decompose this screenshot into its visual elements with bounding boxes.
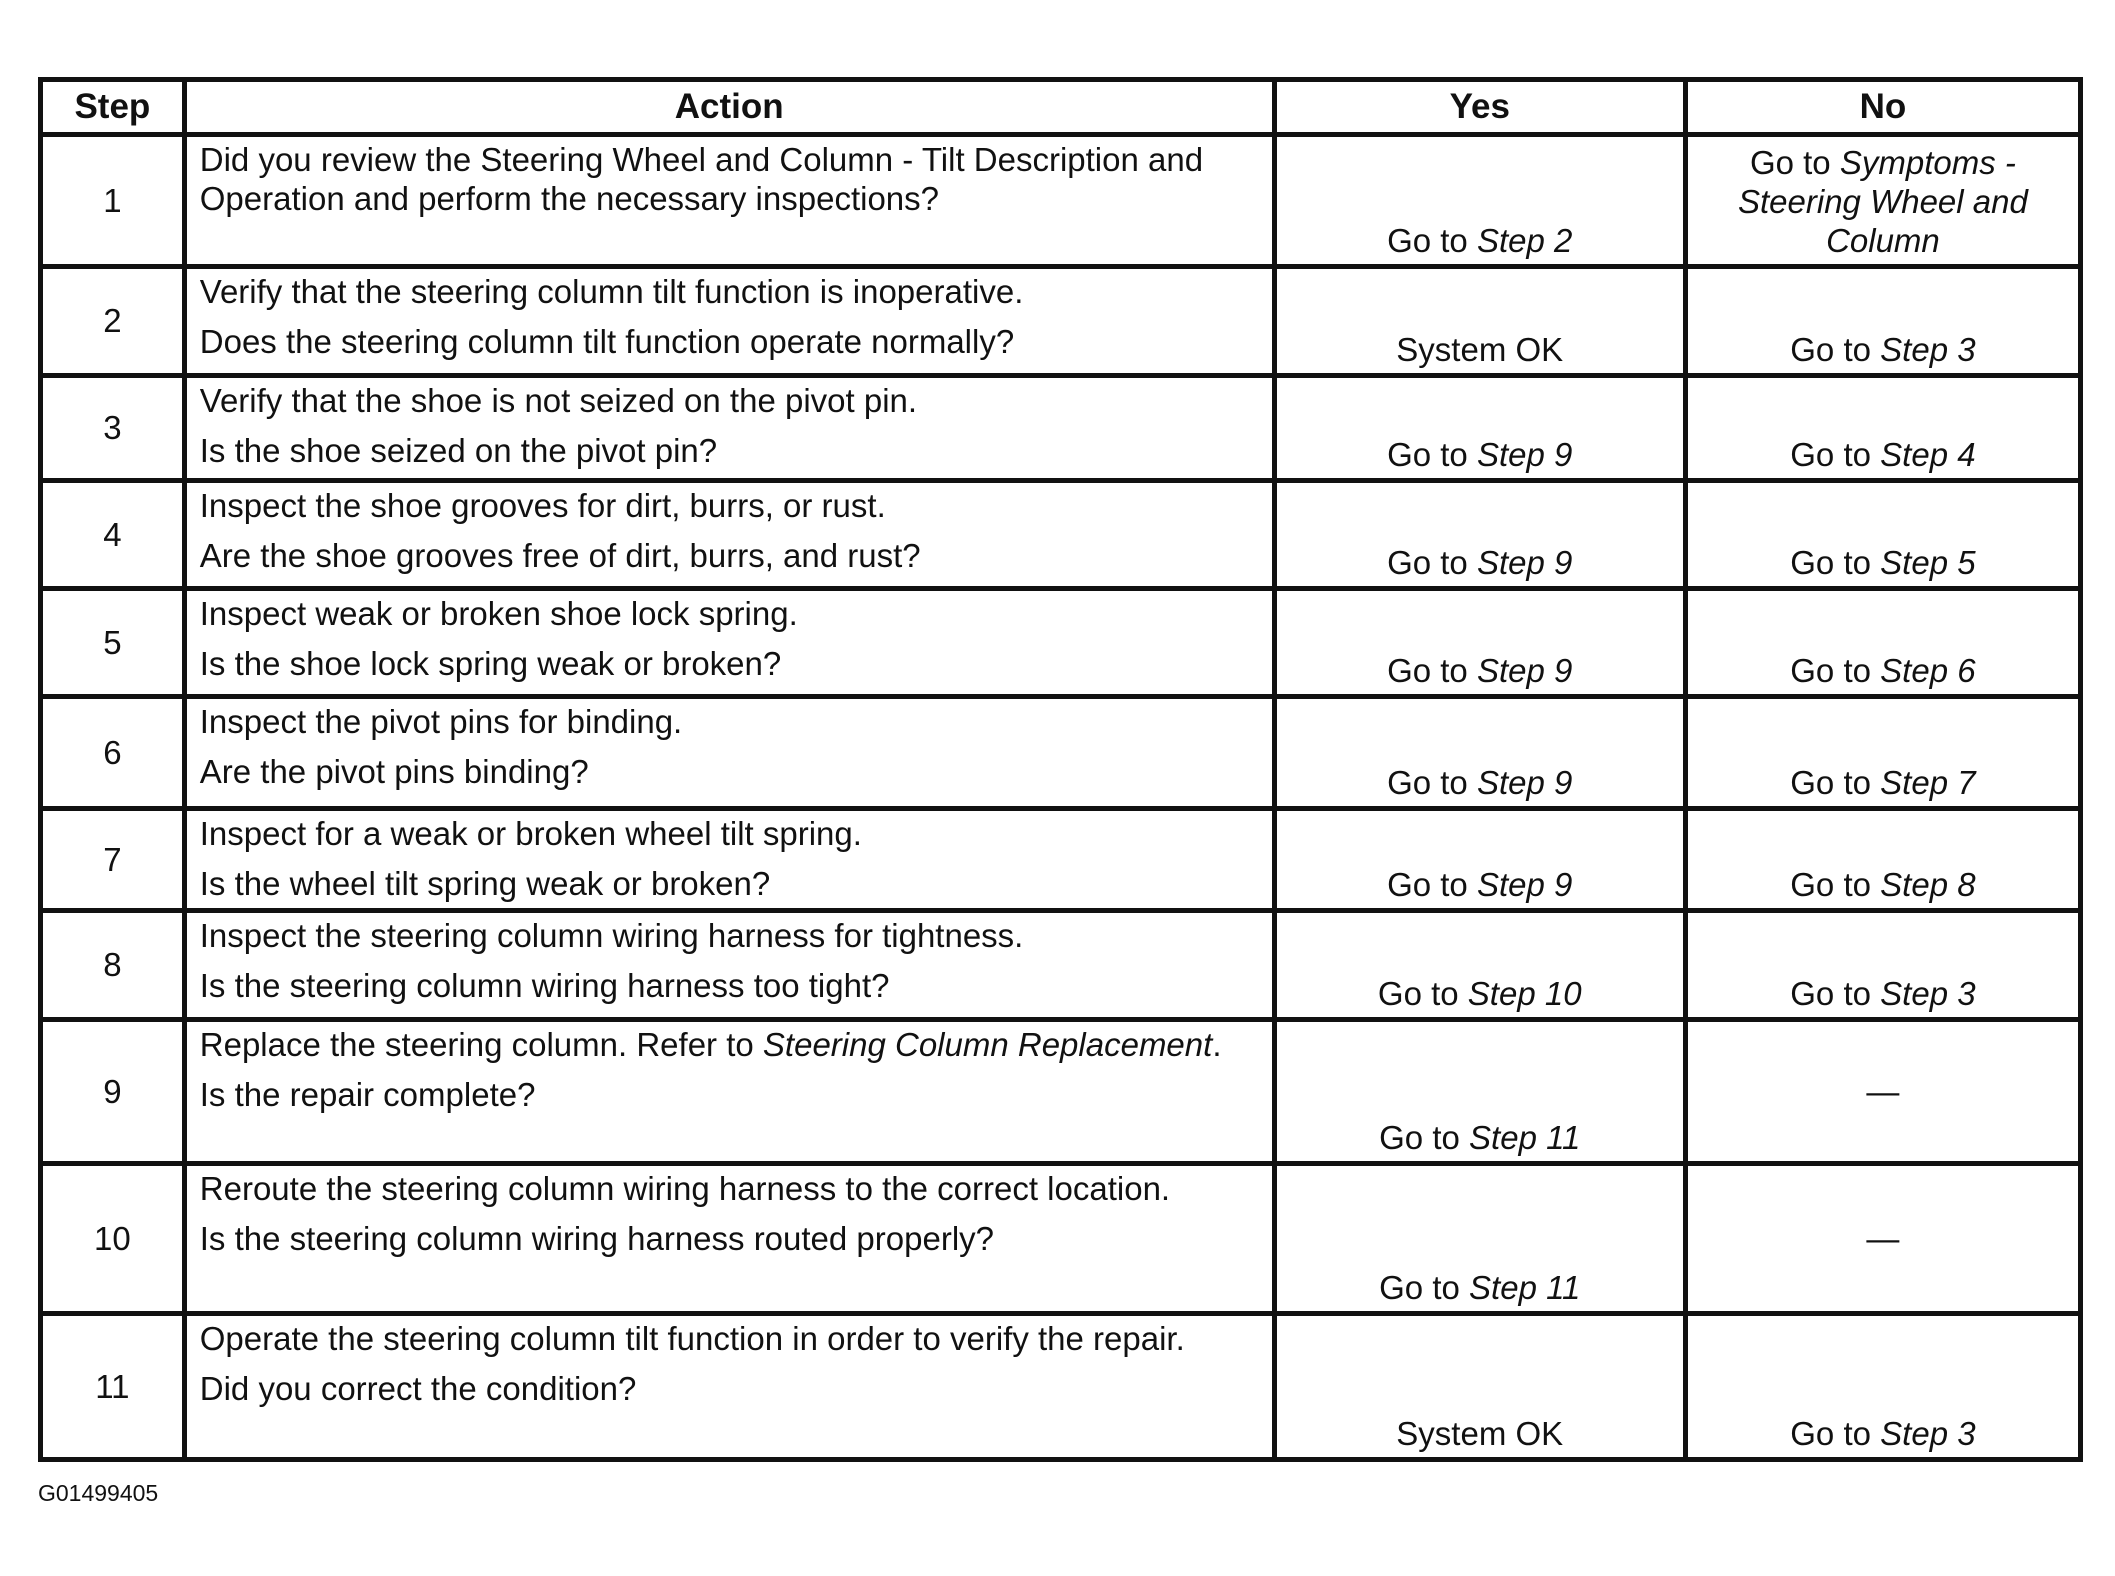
table-body	[41, 135, 2081, 1460]
yes-result	[1274, 589, 1685, 697]
table-row	[41, 809, 2081, 911]
no-result	[1685, 481, 2080, 589]
italic-reference: Step 7	[1880, 764, 1976, 801]
action-question	[200, 1219, 1262, 1258]
step-number: 3	[41, 376, 185, 481]
no-result	[1685, 135, 2080, 267]
action-instruction	[200, 1169, 1262, 1208]
text-run: Go to	[1790, 1415, 1881, 1452]
table-row	[41, 1164, 2081, 1314]
text-run: Go to	[1387, 764, 1477, 801]
text-run: Go to	[1790, 436, 1881, 473]
table-row	[41, 1020, 2081, 1164]
text-run: Go to	[1379, 1269, 1470, 1306]
step-number: 4	[41, 481, 185, 589]
action-instruction	[200, 381, 1262, 420]
no-result	[1685, 376, 2080, 481]
yes-result	[1274, 267, 1685, 376]
italic-reference: Step 8	[1880, 866, 1976, 903]
action-instruction	[200, 486, 1262, 525]
text-run: Go to	[1377, 975, 1468, 1012]
text-run: Did you correct the condition?	[199, 1370, 637, 1407]
text-run: Go to	[1387, 222, 1477, 259]
action-cell	[184, 1314, 1274, 1460]
yes-result	[1274, 697, 1685, 809]
italic-reference: Step 9	[1476, 544, 1573, 581]
text-run: Does the steering column tilt function operate normally?	[199, 323, 1015, 360]
action-cell	[184, 697, 1274, 809]
action-question	[200, 864, 1262, 903]
text-run: Go to	[1790, 764, 1881, 801]
table-row	[41, 697, 2081, 809]
text-run: Did you review the Steering Wheel and Column - Tilt Description and Operation and perform the necessary inspections?	[199, 141, 1204, 217]
no-result	[1685, 1164, 2080, 1314]
step-number: 11	[41, 1314, 185, 1460]
text-run: Inspect the pivot pins for binding.	[199, 703, 683, 740]
text-run: Operate the steering column tilt function in order to verify the repair.	[199, 1320, 1185, 1357]
action-question	[200, 752, 1262, 791]
text-run: Is the shoe seized on the pivot pin?	[199, 432, 718, 469]
text-run: Is the shoe lock spring weak or broken?	[199, 645, 782, 682]
action-instruction	[200, 1319, 1262, 1358]
italic-reference: Step 3	[1880, 331, 1976, 368]
text-run: Reroute the steering column wiring harness to the correct location.	[199, 1170, 1171, 1207]
italic-reference: Step 3	[1880, 1415, 1976, 1452]
action-cell	[184, 1164, 1274, 1314]
text-run: —	[1866, 1220, 1900, 1257]
text-run: Go to	[1749, 144, 1840, 181]
header-step: Step	[41, 80, 185, 135]
table-row	[41, 1314, 2081, 1460]
no-result	[1685, 911, 2080, 1020]
text-run: —	[1866, 1073, 1900, 1110]
action-cell	[184, 589, 1274, 697]
action-instruction	[200, 272, 1262, 311]
yes-result	[1274, 135, 1685, 267]
yes-result	[1274, 1020, 1685, 1164]
table-row	[41, 911, 2081, 1020]
step-number: 6	[41, 697, 185, 809]
no-result	[1685, 267, 2080, 376]
yes-result	[1274, 376, 1685, 481]
text-run: Is the wheel tilt spring weak or broken?	[199, 865, 771, 902]
action-instruction	[200, 1025, 1262, 1064]
text-run: Is the steering column wiring harness too tight?	[199, 967, 890, 1004]
italic-reference: Step 6	[1880, 652, 1976, 689]
diagnostic-table	[38, 77, 2083, 1462]
action-question	[200, 322, 1262, 361]
text-run: Go to	[1387, 652, 1477, 689]
italic-reference: Step 3	[1880, 975, 1976, 1012]
italic-reference: Step 9	[1476, 436, 1573, 473]
italic-reference: Step 4	[1880, 436, 1976, 473]
italic-reference: Step 11	[1469, 1269, 1581, 1306]
header-yes: Yes	[1274, 80, 1685, 135]
yes-result	[1274, 911, 1685, 1020]
text-run: Go to	[1790, 544, 1881, 581]
action-question	[200, 1369, 1262, 1408]
text-run: Verify that the shoe is not seized on the pivot pin.	[199, 382, 918, 419]
text-run: Inspect the steering column wiring harness for tightness.	[199, 917, 1024, 954]
step-number: 7	[41, 809, 185, 911]
italic-reference: Step 2	[1476, 222, 1573, 259]
text-run: Go to	[1790, 331, 1881, 368]
no-result	[1685, 1020, 2080, 1164]
italic-reference: Step 5	[1880, 544, 1976, 581]
yes-result	[1274, 1164, 1685, 1314]
italic-reference: Step 9	[1476, 652, 1573, 689]
italic-reference: Step 11	[1469, 1119, 1581, 1156]
text-run: Are the pivot pins binding?	[199, 753, 589, 790]
text-run: Go to	[1387, 866, 1477, 903]
text-run: Go to	[1387, 436, 1477, 473]
italic-reference: Step 10	[1467, 975, 1582, 1012]
text-run: Inspect for a weak or broken wheel tilt spring.	[199, 815, 862, 852]
text-run: Go to	[1790, 866, 1881, 903]
table-row	[41, 376, 2081, 481]
action-cell	[184, 809, 1274, 911]
action-question	[200, 431, 1262, 470]
text-run: .	[1212, 1026, 1222, 1063]
action-question	[200, 966, 1262, 1005]
text-run: Is the steering column wiring harness routed properly?	[199, 1220, 995, 1257]
text-run: Are the shoe grooves free of dirt, burrs, and rust?	[199, 537, 921, 574]
text-run: Inspect weak or broken shoe lock spring.	[199, 595, 798, 632]
text-run: Go to	[1790, 975, 1881, 1012]
header-action: Action	[184, 80, 1274, 135]
table-row	[41, 135, 2081, 267]
table-header-row	[41, 80, 2081, 135]
action-cell	[184, 911, 1274, 1020]
step-number: 2	[41, 267, 185, 376]
text-run: Is the repair complete?	[199, 1076, 536, 1113]
text-run: Replace the steering column. Refer to	[199, 1026, 763, 1063]
text-run: Verify that the steering column tilt function is inoperative.	[199, 273, 1024, 310]
italic-reference: Step 9	[1476, 764, 1573, 801]
step-number: 1	[41, 135, 185, 267]
italic-reference: Step 9	[1476, 866, 1573, 903]
action-question	[200, 536, 1262, 575]
yes-result	[1274, 481, 1685, 589]
table-row	[41, 267, 2081, 376]
action-instruction	[200, 140, 1262, 218]
action-cell	[184, 376, 1274, 481]
action-question	[200, 1075, 1262, 1114]
text-run: System OK	[1396, 331, 1564, 368]
italic-reference: Steering Column Replacement	[762, 1026, 1213, 1063]
action-cell	[184, 481, 1274, 589]
no-result	[1685, 697, 2080, 809]
action-cell	[184, 135, 1274, 267]
step-number: 9	[41, 1020, 185, 1164]
yes-result	[1274, 1314, 1685, 1460]
header-no: No	[1685, 80, 2080, 135]
action-instruction	[200, 814, 1262, 853]
no-result	[1685, 809, 2080, 911]
step-number: 8	[41, 911, 185, 1020]
table-row	[41, 481, 2081, 589]
text-run: Go to	[1790, 652, 1881, 689]
action-cell	[184, 267, 1274, 376]
step-number: 5	[41, 589, 185, 697]
text-run: Go to	[1379, 1119, 1470, 1156]
italic-reference: Symptoms - Steering Wheel and Column	[1737, 144, 2028, 259]
yes-result	[1274, 809, 1685, 911]
action-instruction	[200, 594, 1262, 633]
text-run: Inspect the shoe grooves for dirt, burrs, or rust.	[199, 487, 886, 524]
action-question	[200, 644, 1262, 683]
no-result	[1685, 589, 2080, 697]
text-run: Go to	[1387, 544, 1477, 581]
action-instruction	[200, 916, 1262, 955]
figure-id: G01499405	[38, 1480, 159, 1506]
action-instruction	[200, 702, 1262, 741]
no-result	[1685, 1314, 2080, 1460]
action-cell	[184, 1020, 1274, 1164]
step-number: 10	[41, 1164, 185, 1314]
text-run: System OK	[1396, 1415, 1564, 1452]
table-row	[41, 589, 2081, 697]
